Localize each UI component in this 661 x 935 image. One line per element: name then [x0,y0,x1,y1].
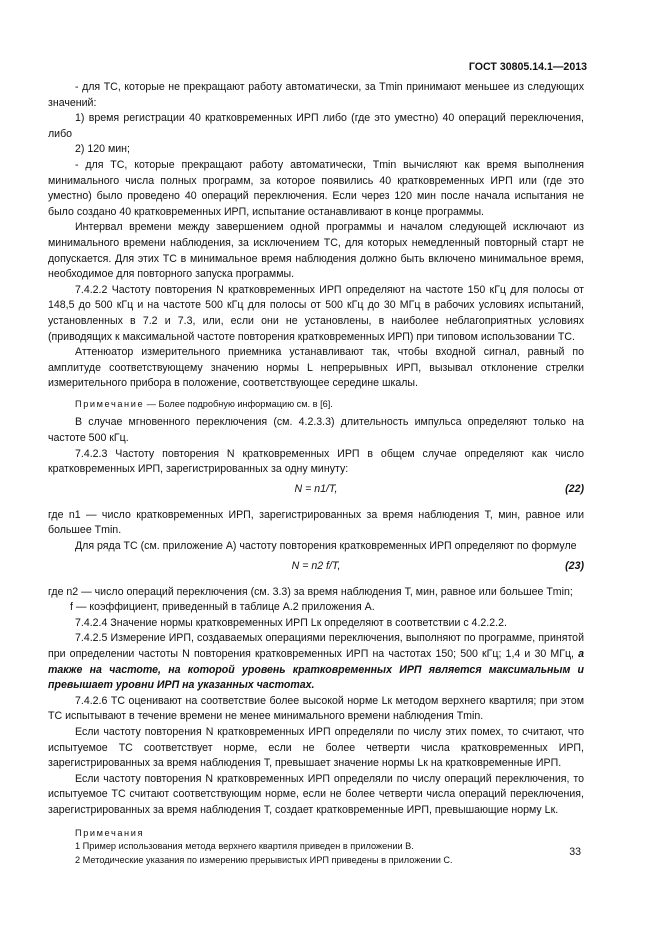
note-item: 1 Пример использования метода верхнего квартиля приведен в приложении В. [75,841,414,852]
paragraph: 7.4.2.2 Частоту повторения N кратковременных ИРП определяют на частоте 150 кГц для полосы от 148,5 до 500 кГц и на частоте 500 кГц для полосы от 500 кГц до 30 МГц в рабочих условиях испытаний, установленных в 7.2 и 7.3, или, если они не установлены, в наиболее неблагоприятных условиях (приводящих к максимальной частоте повторения кратковременных ИРП) при типовом использовании ТС. [48,283,584,343]
paragraph: Для ряда ТС (см. приложение А) частоту повторения кратковременных ИРП определяют по формуле [75,540,577,553]
paragraph: 7.4.2.3 Частоту повторения N кратковременных ИРП в общем случае определяют как число кратковременных ИРП, зарегистрированных за одну минуту: [48,447,584,476]
emphasized-text: а также на частоте, на которой уровень кратковременных ИРП является максимальным и превышает уровни ИРП на указанных частотах. [48,648,584,692]
paragraph: 7.4.2.4 Значение нормы кратковременных ИРП Lк определяют в соответствии с 4.2.2.2. [75,616,507,629]
paragraph [48,631,584,693]
paragraph: 7.4.2.6 ТС оценивают на соответствие более высокой норме Lк методом верхнего квартиля; при этом ТС испытывают в течение времени не менее минимального времени наблюдения Tmin. [48,694,584,723]
formula-expression: N = n2 f/T, [291,559,341,572]
note-label: Примечание [75,398,145,409]
notes-heading [48,827,584,841]
note [48,398,584,412]
note-text: — Более подробную информацию см. в [6]. [144,398,333,409]
formula-22 [48,482,584,504]
equation-number: (23) [565,559,584,572]
paragraph: Если частоту повторения N кратковременных ИРП определяли по числу этих помех, то считают, что испытуемое ТС соответствует норме, если не более четверти числа кратковременных ИРП, зарегистрированных за время наблюдения T, превышает значение нормы Lк на кратковременные ИРП. [48,725,584,770]
paragraph: Если частоту повторения N кратковременных ИРП определяли по числу операций переключения, то испытуемое ТС считают соответствующим норме, если не более четверти числа операций переключения, зарегистрированных за время наблюдения T, создает кратковременные ИРП, превышающие норму Lк. [48,772,584,816]
formula-expression: N = n1/T, [294,482,338,495]
paragraph: Интервал времени между завершением одной программы и началом следующей исключают из минимального времени наблюдения, за исключением ТС, для которых немедленный повторный старт не допускается. Для этих ТС в минимальное время наблюдения должно быть включено минимальное время, необходимое для повторного запуска программы. [48,221,584,281]
paragraph: где n2 — число операций переключения (см. 3.3) за время наблюдения T, мин, равное или большее Tmin; [48,585,573,598]
document-header: ГОСТ 30805.14.1—2013 [468,61,587,73]
page-number: 33 [569,846,581,858]
paragraph: - для ТС, которые не прекращают работу автоматически, за Tmin принимают меньшее из следующих значений: [48,81,584,109]
page-content [48,80,584,867]
paragraph: В случае мгновенного переключения (см. 4.2.3.3) длительность импульса определяют только на частоте 500 кГц. [48,416,584,445]
paragraph-text: 7.4.2.5 Измерение ИРП, создаваемых операциями переключения, выполняют по программе, принятой при определении частоты N повторения кратковременных ИРП на частотах 150; 500 кГц; 1,4 и 30 МГц, [48,632,584,660]
note-item: 2 Методические указания по измерению прерывистых ИРП приведены в приложении С. [75,854,453,865]
paragraph: f — коэффициент, приведенный в таблице А.2 приложения А. [70,601,375,614]
paragraph: 2) 120 мин; [75,143,130,156]
paragraph: Аттенюатор измерительного приемника устанавливают так, чтобы входной сигнал, равный по амплитуде соответствующему значению нормы L непрерывных ИРП, вызывал отклонение стрелки измерительного прибора в положение, соответствующее середине шкалы. [48,346,584,390]
paragraph: 1) время регистрации 40 кратковременных ИРП либо (где это уместно) 40 операций переключения, либо [48,112,584,140]
paragraph: где n1 — число кратковременных ИРП, зарегистрированных за время наблюдения T, мин, равное или большее Tmin. [48,508,584,537]
notes-label: Примечания [75,827,145,838]
formula-23 [48,559,584,581]
equation-number: (22) [565,482,584,495]
paragraph: - для ТС, которые прекращают работу автоматически, Tmin вычисляют как время выполнения минимального числа полных программ, за которое появились 40 кратковременных ИРП или (где это уместно) было проведено 40 операций переключения. Если через 120 мин после начала испытания не было создано 40 кратковременных ИРП, испытание останавливают в конце программы. [48,158,584,218]
